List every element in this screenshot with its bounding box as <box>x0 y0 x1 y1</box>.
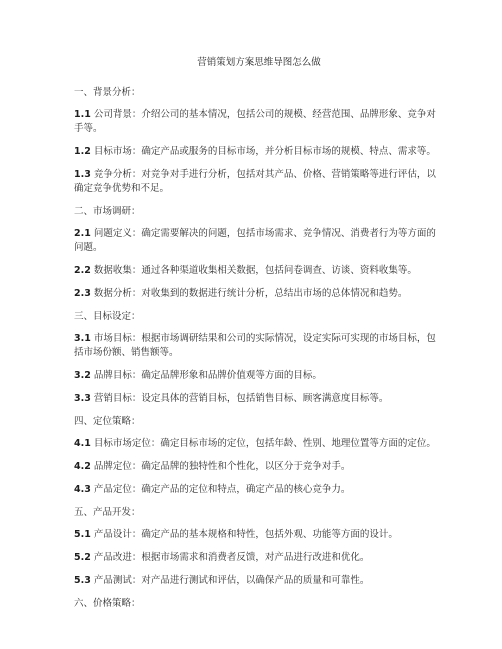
item-number: 3.2 <box>74 370 91 381</box>
section-heading: 一、背景分析： <box>74 87 141 98</box>
item-text: 目标市场：确定产品或服务的目标市场，并分析目标市场的规模、特点、需求等。 <box>93 146 436 157</box>
item-text: 公司背景：介绍公司的基本情况，包括公司的规模、经营范围、品牌形象、竞争对手等。 <box>74 109 436 134</box>
list-item <box>74 483 442 497</box>
item-text: 产品定位：确定产品的定位和特点，确定产品的核心竞争力。 <box>93 484 351 495</box>
item-text: 产品改进：根据市场需求和消费者反馈，对产品进行改进和优化。 <box>93 552 370 563</box>
list-item <box>74 108 442 136</box>
section-heading: 四、定位策略： <box>74 416 141 427</box>
list-item <box>74 264 442 278</box>
list-item <box>74 287 442 301</box>
item-text: 营销目标：设定具体的营销目标，包括销售目标、顾客满意度目标等。 <box>93 393 389 404</box>
section-heading: 三、目标设定： <box>74 311 141 322</box>
list-item <box>74 392 442 406</box>
list-item <box>74 145 442 159</box>
item-number: 2.3 <box>74 288 91 299</box>
item-text: 数据收集：通过各种渠道收集相关数据，包括问卷调查、访谈、资料收集等。 <box>93 265 417 276</box>
item-number: 4.1 <box>74 438 91 449</box>
item-number: 1.3 <box>74 169 91 180</box>
item-number: 2.1 <box>74 228 91 239</box>
document-title: 营销策划方案思维导图怎么做 <box>197 57 321 68</box>
list-item <box>74 437 442 451</box>
item-number: 1.2 <box>74 146 91 157</box>
item-number: 4.3 <box>74 484 91 495</box>
item-text: 目标市场定位：确定目标市场的定位，包括年龄、性别、地理位置等方面的定位。 <box>93 438 436 449</box>
list-item <box>74 332 442 360</box>
item-text: 品牌定位：确定品牌的独特性和个性化，以区分于竞争对手。 <box>93 461 351 472</box>
item-text: 竞争分析：对竞争对手进行分析，包括对其产品、价格、营销策略等进行评估，以确定竞争优势和不足。 <box>74 169 436 194</box>
item-text: 产品设计：确定产品的基本规格和特性，包括外观、功能等方面的设计。 <box>93 529 398 540</box>
item-number: 5.1 <box>74 529 91 540</box>
item-number: 3.1 <box>74 333 91 344</box>
item-number: 5.2 <box>74 552 91 563</box>
list-item <box>74 227 442 255</box>
item-text: 问题定义：确定需要解决的问题，包括市场需求、竞争情况、消费者行为等方面的问题。 <box>74 228 436 253</box>
item-number: 1.1 <box>74 109 91 120</box>
list-item <box>74 574 442 588</box>
list-item <box>74 551 442 565</box>
item-number: 5.3 <box>74 575 91 586</box>
item-number: 2.2 <box>74 265 91 276</box>
list-item <box>74 369 442 383</box>
item-text: 市场目标：根据市场调研结果和公司的实际情况，设定实际可实现的市场目标，包括市场份额、销售额等。 <box>74 333 436 358</box>
item-text: 数据分析：对收集到的数据进行统计分析，总结出市场的总体情况和趋势。 <box>93 288 408 299</box>
list-item <box>74 528 442 542</box>
item-text: 品牌目标：确定品牌形象和品牌价值观等方面的目标。 <box>93 370 322 381</box>
list-item <box>74 460 442 474</box>
document-body <box>74 86 442 610</box>
section-heading: 六、价格策略： <box>74 598 141 609</box>
item-number: 4.2 <box>74 461 91 472</box>
item-number: 3.3 <box>74 393 91 404</box>
section-heading: 二、市场调研： <box>74 206 141 217</box>
item-text: 产品测试：对产品进行测试和评估，以确保产品的质量和可靠性。 <box>93 575 370 586</box>
section-heading: 五、产品开发： <box>74 507 141 518</box>
list-item <box>74 168 442 196</box>
